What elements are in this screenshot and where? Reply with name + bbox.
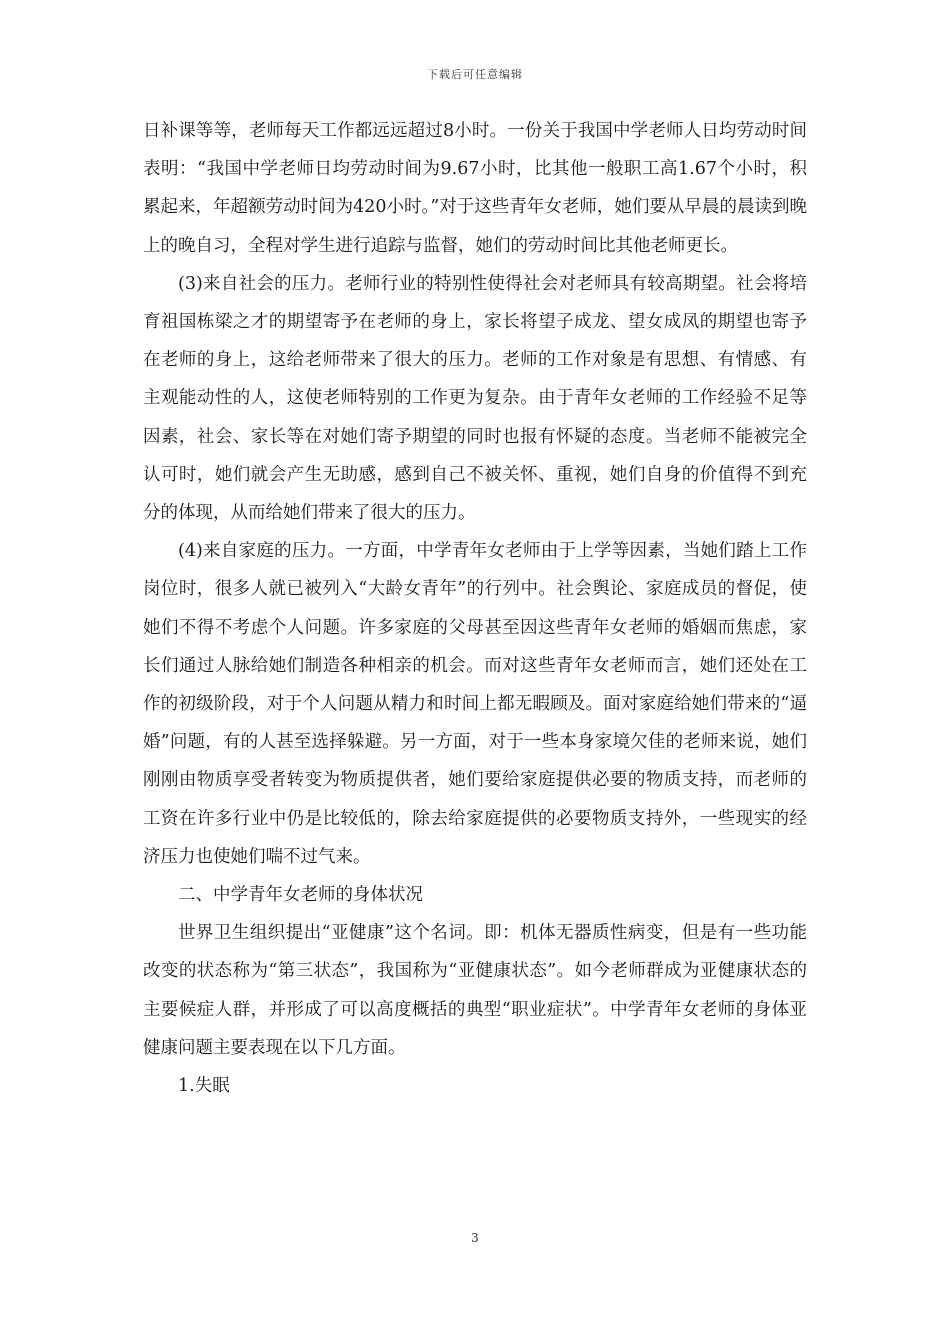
document-body (143, 112, 807, 1105)
page-number: 3 (471, 1231, 479, 1245)
paragraph-work-hours: 日补课等等，老师每天工作都远远超过8小时。一份关于我国中学老师人日均劳动时间表明：“我国中学老师日均劳动时间为9.67小时，比其他一般职工高1.67个小时，积累起来，年超额劳动时间为420小时。”对于这些青年女老师，她们要从早晨的晨读到晚上的晚自习，全程对学生进行追踪与监督，她们的劳动时间比其他老师更长。 (143, 121, 807, 256)
page-header: 下载后可任意编辑 (427, 68, 523, 81)
paragraph-sub-health: 世界卫生组织提出“亚健康”这个名词。即：机体无器质性病变，但是有一些功能改变的状态称为“第三状态”，我国称为“亚健康状态”。如今老师群成为亚健康状态的主要候症人群，并形成了可以高度概括的典型“职业症状”。中学青年女老师的身体亚健康问题主要表现在以下几方面。 (143, 923, 807, 1058)
paragraph-family-pressure: (4)来自家庭的压力。一方面，中学青年女老师由于上学等因素，当她们踏上工作岗位时，很多人就已被列入“大龄女青年”的行列中。社会舆论、家庭成员的督促，使她们不得不考虑个人问题。许多家庭的父母甚至因这些青年女老师的婚姻而焦虑，家长们通过人脉给她们制造各种相亲的机会。而对这些青年女老师而言，她们还处在工作的初级阶段，对于个人问题从精力和时间上都无暇顾及。面对家庭给她们带来的“逼婚”问题，有的人甚至选择躲避。另一方面，对于一些本身家境欠佳的老师来说，她们刚刚由物质享受者转变为物质提供者，她们要给家庭提供必要的物质支持，而老师的工资在许多行业中仍是比较低的，除去给家庭提供的必要物质支持外，一些现实的经济压力也使她们喘不过气来。 (143, 541, 807, 867)
subsection-heading-insomnia: 1.失眠 (178, 1076, 230, 1097)
paragraph-social-pressure: (3)来自社会的压力。老师行业的特别性使得社会对老师具有较高期望。社会将培育祖国栋梁之才的期望寄予在老师的身上，家长将望子成龙、望女成凤的期望也寄予在老师的身上，这给老师带来了很大的压力。老师的工作对象是有思想、有情感、有主观能动性的人，这使老师特别的工作更为复杂。由于青年女老师的工作经验不足等因素，社会、家长等在对她们寄予期望的同时也报有怀疑的态度。当老师不能被完全认可时，她们就会产生无助感，感到自己不被关怀、重视，她们自身的价值得不到充分的体现，从而给她们带来了很大的压力。 (143, 273, 807, 524)
section-heading-physical-condition: 二、中学青年女老师的身体状况 (178, 885, 423, 906)
